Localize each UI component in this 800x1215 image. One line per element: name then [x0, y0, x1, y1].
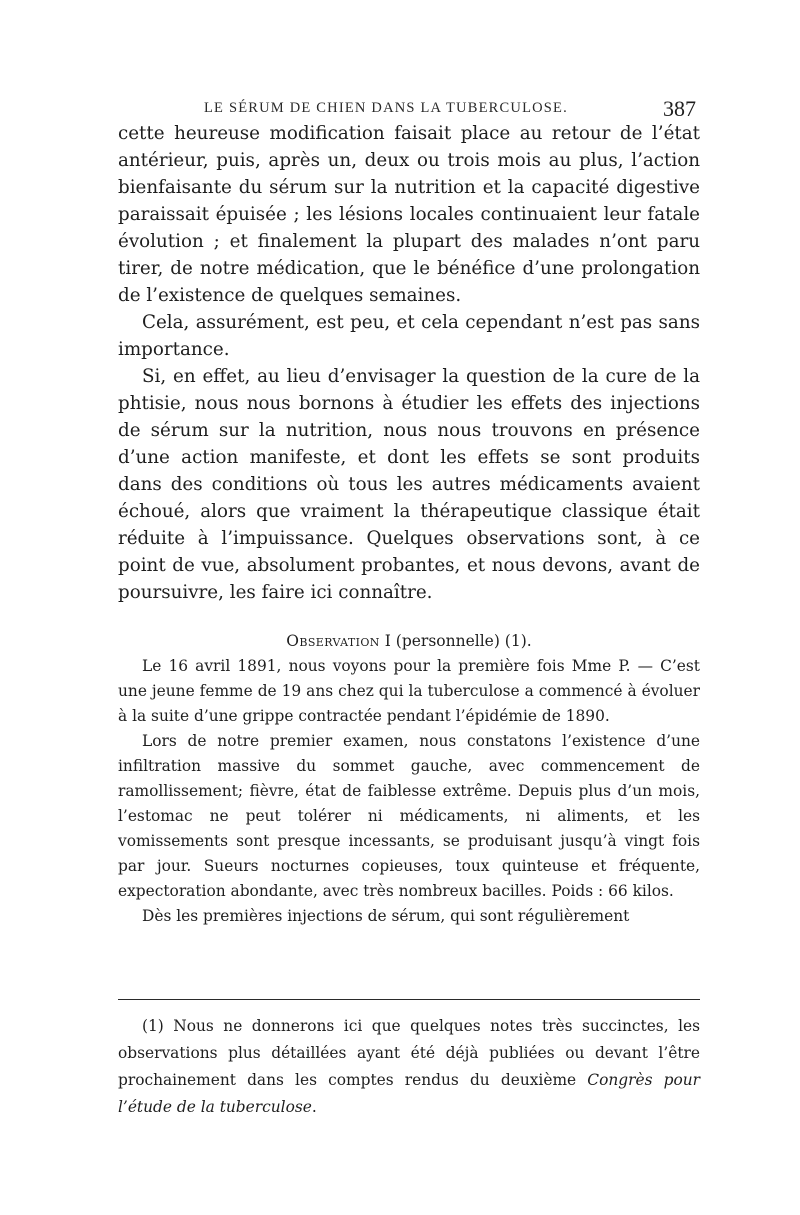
footnote-end: .	[311, 1098, 317, 1116]
observation-paragraph: Dès les premières injections de sérum, qui sont régulièrement	[142, 907, 630, 925]
paragraph-continuation: cette heureuse modification faisait place au retour de l’état antérieur, puis, après un, deux ou trois mois au plus, l’action bienfaisante du sérum sur la nutrition et la capacité digestive paraissait épuisée ; les lésions locales continuaient leur fatale évolution ; et finalement la plupart des malades n’ont paru tirer, de notre médication, que le bénéfice d’une prolongation de l’existence de quelques semaines.	[118, 123, 700, 306]
paragraph: Cela, assurément, est peu, et cela cependant n’est pas sans importance.	[118, 312, 700, 360]
observation-heading-detail: I (personnelle) (1).	[379, 632, 532, 650]
observation-paragraph: Lors de notre premier examen, nous constatons l’existence d’une infiltration massive du sommet gauche, avec commencement de ramollissement; fièvre, état de faiblesse extrême. Depuis plus d’un mois, l’estomac ne peut tolérer ni médicaments, ni aliments, et les vomissements sont presque incessants, se produisant jusqu’à vingt fois par jour. Sueurs nocturnes copieuses, toux quinteuse et fréquente, expectoration abondante, avec très nombreux bacilles. Poids : 66 kilos.	[118, 732, 700, 900]
footnote-rule	[118, 999, 700, 1000]
footnote-italic: Congrès pour l’étude de la tuberculose	[118, 1071, 700, 1116]
main-text	[118, 120, 700, 606]
footnote	[118, 1013, 700, 1121]
running-title: LE SÉRUM DE CHIEN DANS LA TUBERCULOSE.	[204, 100, 568, 116]
observation-text	[118, 654, 700, 929]
footnote-text	[118, 1013, 700, 1121]
observation-paragraph: Le 16 avril 1891, nous voyons pour la première fois Mme P. — C’est une jeune femme de 19 ans chez qui la tuberculose a commencé à évoluer à la suite d’une grippe contractée pendant l’épidémie de 1890.	[118, 657, 700, 725]
page-number: 387	[663, 96, 696, 121]
paragraph: Si, en effet, au lieu d’envisager la question de la cure de la phtisie, nous nous bornons à étudier les effets des injections de sérum sur la nutrition, nous nous trouvons en présence d’une action manifeste, et dont les effets se sont produits dans des conditions où tous les autres médicaments avaient échoué, alors que vraiment la thérapeutique classique était réduite à l’impuissance. Quelques observations sont, à ce point de vue, absolument probantes, et nous devons, avant de poursuivre, les faire ici connaître.	[118, 366, 700, 603]
running-head	[118, 96, 700, 122]
observation-heading-label: Observation	[286, 632, 380, 650]
observation-heading	[118, 629, 700, 653]
footnote-body: (1) Nous ne donnerons ici que quelques notes très succinctes, les observations plus détaillées ayant été déjà publiées ou devant l’être prochainement dans les comptes rendus du deuxième	[118, 1017, 700, 1089]
